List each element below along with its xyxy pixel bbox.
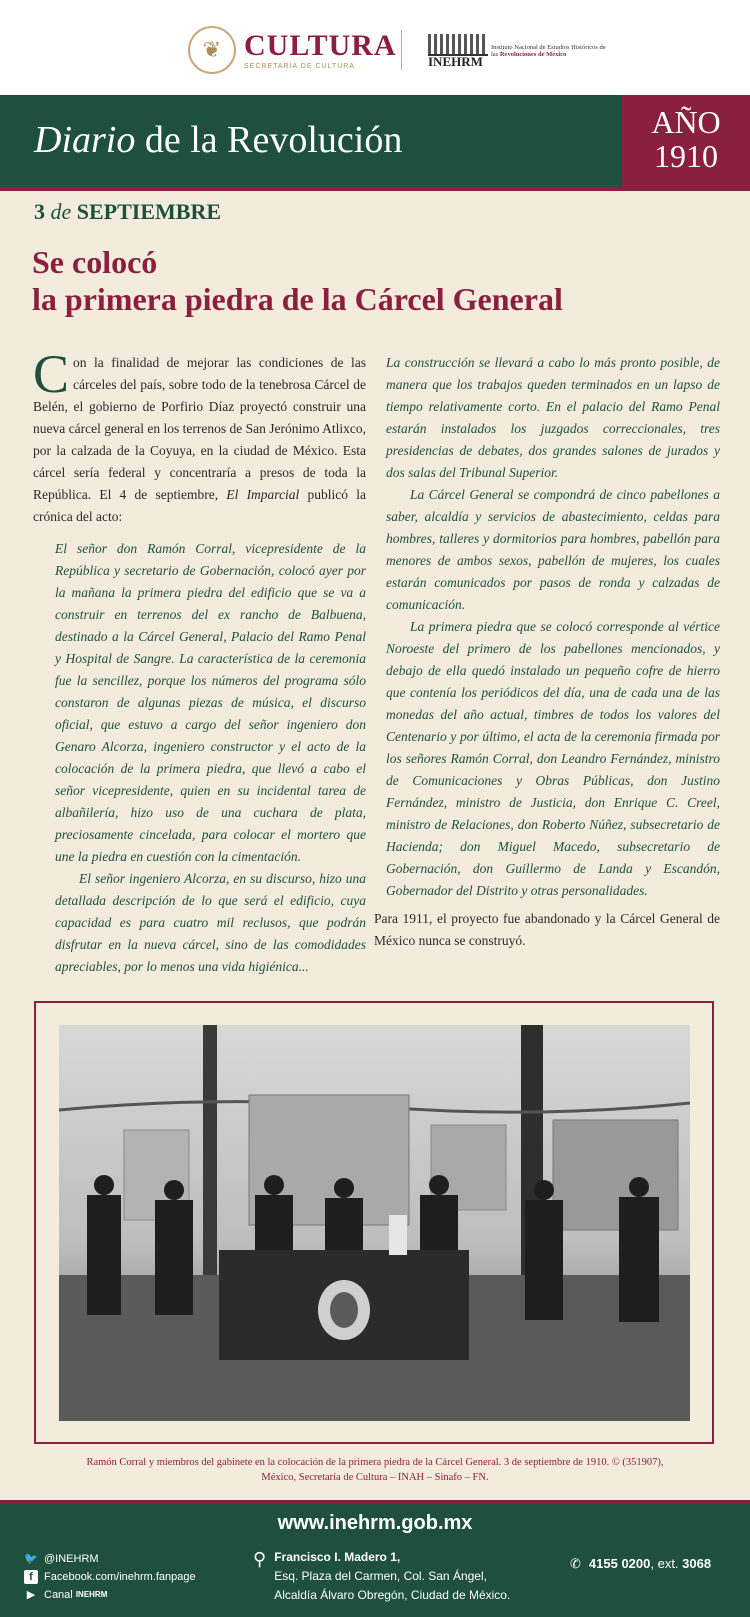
date-de: de (50, 199, 72, 224)
quote-paragraph-3: La construcción se llevará a cabo lo más pronto posible, de manera que los trabajos queden terminados en un lapso de tiempo relativamente corto. En el palacio del Ramo Penal estarán instalados los juzgados correccionales, tres presidencias de debates, dos grandes salones de jurados y dos salas del Tribunal Superior. (386, 355, 720, 480)
address-line-2: Esq. Plaza del Carmen, Col. San Ángel, (274, 1569, 487, 1583)
phone-icon: ✆ (570, 1556, 581, 1571)
date-number: 3 (34, 199, 45, 224)
banner-title-rest: de la Revolución (135, 119, 403, 161)
headline-line-2: la primera piedra de la Cárcel General (32, 281, 563, 317)
banner-title-italic: Diario (34, 119, 136, 161)
drop-cap: C (33, 344, 70, 404)
intro-text: on la finalidad de mejorar las condiciones de las cárceles del país, sobre todo de la tenebrosa Cárcel de Belén, el gobierno de Porfirio Díaz proyectó construir una nueva cárcel general en los terrenos de San Jerónimo Atlixco, por la calzada de la Coyuya, en la ciudad de México. Esta cárcel sería federal y concentraría a presos de toda la República. El 4 de septiembre, (33, 355, 366, 502)
social-links (24, 1550, 196, 1604)
eagle-seal-icon: ❦ (188, 26, 236, 74)
cultura-logo[interactable] (188, 26, 397, 74)
intro-end: publicó la crónica del acto: (33, 487, 366, 524)
date-month: SEPTIEMBRE (76, 199, 222, 224)
quote-paragraph-5: La primera piedra que se colocó corresponde al vértice Noroeste del primero de los pabellones mencionados, y debajo de ella quedó instalado un pequeño cofre de hierro que contenía los periódicos del día, una de cada una de las monedas del año actual, timbres de todos los valores del Centenario y por último, el acta de la ceremonia firmada por los señores Ramón Corral, don Leandro Fernández, ministro de Comunicaciones y Obras Públicas, don Justino Fernández, ministro de Justicia, don Enrique C. Creel, ministro de Relaciones, don Roberto Núñez, subsecretario de Hacienda; don Miguel Macedo, subsecretario de Gobernación, don Guillermo de Landa y Escandón, Gobernador del Distrito y otras personalidades. (386, 619, 720, 898)
title-banner (0, 95, 622, 187)
article-column-right (374, 352, 720, 952)
facebook-icon: f (24, 1570, 38, 1584)
youtube-icon: ▶ (26, 1589, 36, 1601)
youtube-name: INEHRM (75, 1590, 108, 1599)
inehrm-fullname (491, 44, 611, 58)
quote-paragraph-1: El señor don Ramón Corral, vicepresidente de la República y secretario de Gobernación, colocó ayer por la mañana la primera piedra del edificio que se va a construir en terrenos del ex rancho de Balbuena, destinado a la Cárcel General, Palacio del Ramo Penal y Hospital de Sangre. La característica de la ceremonia fue la sencillez, porque los números del programa sólo constaron de algunas piezas de música, el discurso oficial, que estuvo a cargo del señor ingeniero don Genaro Alcorza, ingeniero constructor y el acto de la colocación de la primera piedra, que llevó a cabo el señor vicepresidente, quien en su incidental tarea de albañilería, hizo uso de una cuchara de plata, preciosamente cincelada, para colocar el mortero que une la piedra en cuestión con la cimentación. (55, 541, 366, 864)
facebook-link[interactable] (24, 1568, 196, 1586)
location-pin-icon: ⚲ (253, 1549, 267, 1569)
headline-line-1: Se colocó (32, 244, 158, 280)
quote-paragraph-4: La Cárcel General se compondrá de cinco pabellones a saber, alcaldía y servicios de abastecimiento, celdas para hombres, talleres y dormitorios para hombres, pabellón para menores de ambos sexos, pabellón de mujeres, los cuales estarán comunicados por pasos de ronda y calzadas de comunicación. (386, 487, 720, 612)
year-value: 1910 (654, 138, 718, 174)
twitter-icon: 🐦 (24, 1553, 38, 1565)
facebook-url: Facebook.com/inehrm.fanpage (44, 1571, 196, 1583)
intro-paragraph (33, 344, 366, 528)
inehrm-wordmark: INEHRM (428, 54, 483, 69)
phone-block[interactable] (570, 1556, 711, 1572)
twitter-handle: @INEHRM (44, 1553, 99, 1565)
inehrm-building-icon[interactable] (428, 34, 488, 56)
year-box (622, 95, 750, 187)
newspaper-name: El Imparcial (226, 487, 300, 502)
address-line-3: Alcaldía Álvaro Obregón, Ciudad de México. (274, 1588, 511, 1602)
quote-paragraph-2: El señor ingeniero Alcorza, en su discurso, hizo una detallada descripción de lo que será el edificio, cuya capacidad es para cuatro mil reclusos, que podrán disfrutar en la nueva cárcel, sino de las comodidades apreciables, por lo menos una vida higiénica... (55, 871, 366, 974)
twitter-link[interactable] (24, 1550, 196, 1568)
address-block (253, 1548, 510, 1605)
year-label: AÑO (651, 104, 721, 140)
banner-underline (0, 187, 750, 191)
inehrm-fullname-a: Instituto Nacional de Estudios Históricos de las (491, 44, 606, 58)
banner-title (34, 118, 402, 162)
top-header (0, 0, 750, 95)
ceremony-photo-image (59, 1025, 690, 1421)
address-line-1: Francisco I. Madero 1, (274, 1550, 401, 1564)
article-column-left (33, 344, 366, 978)
ext-label: , ext. (650, 1556, 679, 1571)
article-date (34, 199, 221, 225)
ext-number: 3068 (682, 1556, 712, 1571)
caption-line-1: Ramón Corral y miembros del gabinete en la colocación de la primera piedra de la Cárcel General. 3 de septiembre de 1910. © (351907), (86, 1457, 664, 1468)
youtube-link[interactable] (24, 1586, 196, 1604)
inehrm-fullname-b: Revoluciones de México (499, 51, 567, 58)
photo-caption (40, 1455, 710, 1485)
logo-divider (401, 30, 402, 70)
cultura-subtitle: SECRETARÍA DE CULTURA (244, 62, 355, 70)
footer (0, 1500, 750, 1617)
article-headline (32, 244, 722, 318)
phone-number: 4155 0200 (588, 1556, 651, 1571)
website-link[interactable]: www.inehrm.gob.mx (277, 1512, 473, 1534)
footer-accent-line (0, 1500, 750, 1504)
cultura-wordmark: CULTURA (244, 28, 397, 62)
closing-paragraph: Para 1911, el proyecto fue abandonado y la Cárcel General de México nunca se construyó. (374, 911, 720, 948)
caption-line-2: México, Secretaría de Cultura – INAH – Sinafo – FN. (261, 1472, 489, 1483)
historical-photo[interactable] (59, 1025, 690, 1421)
youtube-label: Canal (44, 1589, 73, 1601)
